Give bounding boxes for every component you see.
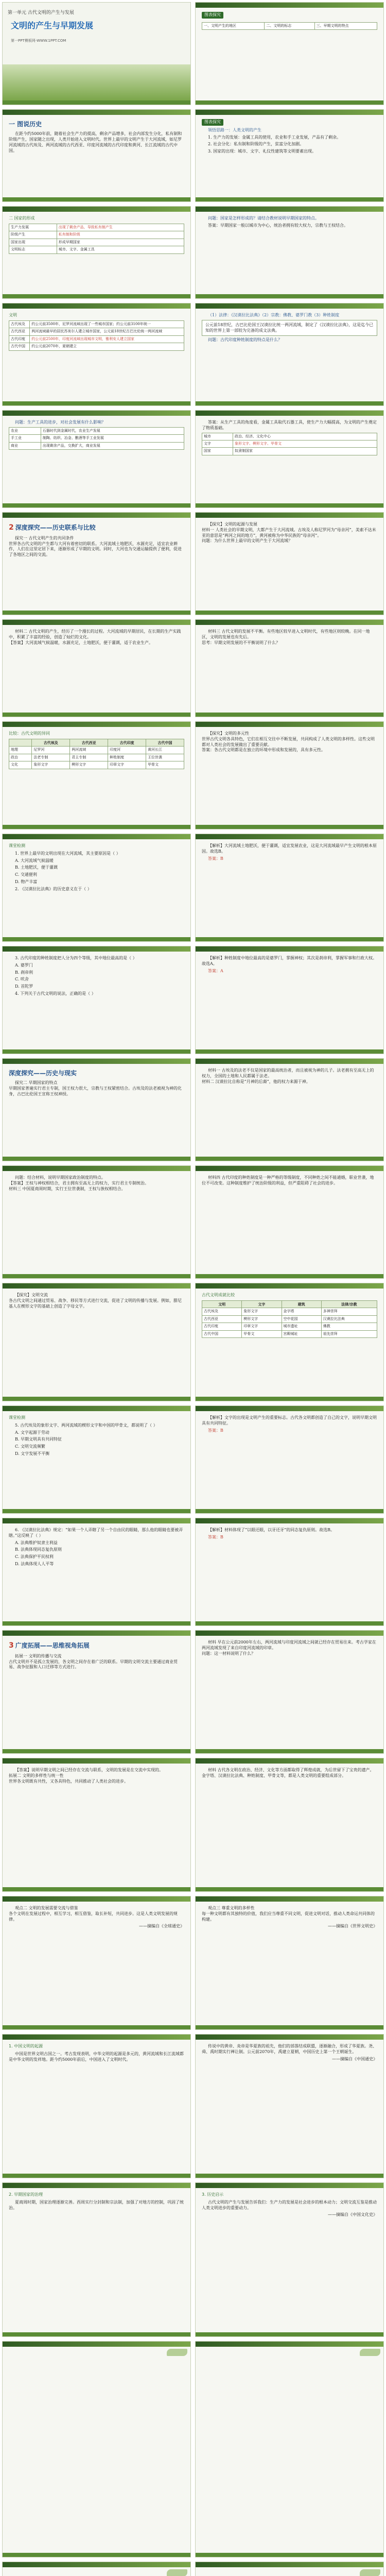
slide-material-2 (2, 619, 191, 717)
section-heading: 3 广度拓展——思维视角拓展 (9, 1641, 90, 1650)
body-text: 材料 早在公元前2000年左右，两河流域与印度河流域之间就已经存在贸易往来。考古学家在两河流域发现了来自印度河流域的印章。 问题：这一材料说明了什么？ (202, 1640, 376, 1656)
slide-quiz-1 (2, 834, 191, 942)
slide-subtitle: 3. 历史启示 (202, 2192, 224, 2197)
body-text: 材料一 古埃及的法老不仅是国家的最高统治者，而且被视为神的儿子。法老拥有至高无上的权力，全国的土地和人民都属于法老。 材料二 汉谟拉比自称是“月神的后裔”，他的权力来源于神。 (202, 1068, 374, 1084)
body-text: 夏商周时期，国家治理逐渐完善。西周实行分封制和宗法制，加强了对地方的控制，巩固了统治。 (9, 2199, 184, 2210)
question-text: 6. 《汉谟拉比法典》规定：“如果一个人弄瞎了另一个自由民的眼睛，那么他的眼睛也要被弄瞎。”这反映了（ ） (9, 1528, 183, 1538)
source-text: ——摘编自《世界文明史》 (328, 1924, 377, 1929)
option: D. 首陀罗 (15, 984, 33, 989)
body-text: 古代文明的产生与发展告诉我们：生产力的发展是社会进步的根本动力；文明交流互鉴是推动人类文明进步的重要动力。 (202, 2199, 377, 2210)
slide-title (2, 2, 191, 105)
slide-blank-decor (195, 2562, 384, 2576)
slide-tools-answer (195, 410, 384, 508)
slide-viewpoint-3 (195, 1896, 384, 2030)
body-text: 【探究】文明交流 各古代文明之间通过贸易、战争、移民等方式进行交流，促进了文明的传播与发展。例如，腓尼基人在楔形文字的基础上创造了字母文字。 (9, 1293, 182, 1309)
section-heading: 2 深度探究——历史联系与比较 (9, 523, 96, 532)
analysis-text: 【解析】文字的出现是文明产生的重要标志。古代各文明都创造了自己的文字，说明早期文明具有共同特征。 (202, 1415, 377, 1426)
slide-governance (2, 2182, 191, 2337)
slide-expand-2 (2, 1758, 191, 1892)
slide-quiz-4-answer (195, 1518, 384, 1626)
slide-overview (2, 109, 191, 202)
line-text: 2. 社会分化：私有制和阶级的产生，贫富分化加剧。 (208, 142, 304, 147)
body-text: 答案：从生产工具的角度看，金属工具取代石器工具，使生产力大幅提高，为文明的产生奠定了物质基础。 (202, 420, 377, 430)
option: D. 物产丰富 (15, 879, 38, 884)
line-text: 1. 生产力的发展：金属工具的使用，农业和手工业发展，产品有了剩余。 (208, 134, 341, 140)
slide-subtitle: 1. 中国文明的起源 (9, 2044, 43, 2048)
body-text: 探究二 早期国家的特点 早期国家普遍实行君主专制，国王权力很大，宗教与王权紧密结合。古埃及的法老被视为神的化身，古巴比伦国王宣称王权神授。 (9, 1080, 182, 1096)
slide-civilizations-table (2, 303, 191, 406)
body-text: 【答案】说明早期文明之间已经存在交流与联系，文明的发展是在交流中实现的。 拓展二 文明的多样性与统一性 世界各文明既有共性，又各具特色，共同推动了人类社会的进步。 (9, 1768, 163, 1784)
slide-blank-decor (195, 2341, 384, 2557)
option: B. 土地肥沃，便于灌溉 (15, 865, 58, 870)
option: A. 法典维护奴隶主利益 (15, 1540, 58, 1545)
question-text: 3. 古代印度的种姓制度把人分为四个等级，其中地位最高的是（ ） (15, 956, 137, 960)
body-text: 【探究】文明的多元性 世界古代文明各具特色，它们在相互交往中不断发展，共同构成了人类文明的多样性。这些文明都对人类社会的发展做出了重要贡献。 答案：各古代文明都是在独立的环境中形成和发展的，具有多元性。 (202, 731, 375, 753)
analysis-text: 【解析】材料体现了“以眼还眼，以牙还牙”的同态复仇原则。故选B。 (208, 1528, 335, 1532)
slide-diversity (195, 721, 384, 829)
question-text: 2. 《汉谟拉比法典》的历史意义在于（ ） (15, 886, 92, 891)
answer-text: 答案：A (208, 968, 223, 973)
nav-table (202, 22, 377, 30)
slide-political-system (2, 1165, 191, 1279)
line-text: 3. 国家的出现：城市、文字、礼仪性建筑等文明要素出现。 (208, 149, 317, 154)
lesson-title: 文明的产生与早期发展 (11, 21, 94, 31)
question-text: 问题：古代印度种姓制度的特点是什么？ (208, 337, 282, 343)
slide-materials (195, 1058, 384, 1161)
option: B. 法典体现同态复仇原则 (15, 1547, 62, 1552)
slide-trade-material (195, 1630, 384, 1754)
compare-table: 古代埃及 古代西亚 古代印度 古代中国 地理 尼罗河 两河流域 印度河 黄河长江 政治 法老专制 君主专制 种姓制度 王位世袭 文化 象形文字 楔形文字 印章文字 甲骨文 (9, 739, 184, 769)
info-table: 生产力发展 出现了剩余产品，导致私有制产生 阶级产生 私有制和阶级 国家出现 形成早期国家 文明标志 城市、文字、金属工具 (9, 224, 184, 254)
slide-china-origin (2, 2034, 191, 2178)
option: B. 早期文明具有共同特征 (15, 1437, 62, 1442)
body-text: 拓展一 文明的传播与交流 古代文明并不是孤立发展的，各文明之间存在着广泛的联系。早期的文明交流主要通过商业贸易、战争征服和人口迁移等方式进行。 (9, 1653, 178, 1670)
info-table: 农业 石器时代到金属时代，农业生产发展 手工业 制陶、纺织、冶金、酿酒等手工业发展 商业 出现剩余产品，交换扩大，商业发展 (9, 427, 184, 450)
slide-heritage (195, 1758, 384, 1892)
leaf-decoration (360, 2349, 380, 2356)
body-text: 材料三 古代文明的发展不平衡。有些地区较早进入文明时代，有些地区则较晚。在同一地区，文明的发展也有先后。 思考：早期文明发展的不平衡说明了什么？ (202, 629, 370, 645)
slide-exchange (2, 1283, 191, 1401)
slide-subtitle: 二 国家的形成 (9, 216, 35, 221)
slide-deep-explore-2 (2, 1058, 191, 1161)
option: D. 文字发展不平衡 (15, 1451, 50, 1456)
option: C. 吠舍 (15, 977, 29, 982)
option: C. 文明交流频繁 (15, 1444, 45, 1449)
slide-qa (195, 206, 384, 299)
achievements-table: 文明 文字 建筑 法律/宗教 古代埃及 象形文字 金字塔 多神崇拜 古代西亚 楔形文字 空中花园 汉谟拉比法典 古代印度 印章文字 城市遗址 佛教 古代中国 甲骨文 宫殿城址 祖先崇拜 (202, 1300, 377, 1338)
slide-quiz-4 (2, 1518, 191, 1626)
leaf-decoration (167, 2569, 187, 2576)
slide-achievements-table (195, 1283, 384, 1401)
slide-subtitle: 比较：古代文明的异同 (9, 731, 50, 736)
body-text: 中国是世界文明古国之一。考古发现表明，中华文明的起源是多元的，黄河流域和长江流域都是中华文明的发祥地。距今约5000年前后，中国进入了文明时代。 (9, 2051, 184, 2062)
question-text: 问题：生产工具的进步，对社会发展有什么影响？ (15, 420, 106, 425)
section-heading: 深度探究——历史与现实 (9, 1070, 77, 1077)
option: C. 交通便利 (15, 872, 37, 877)
body-text: 观点二 文明的发展需要交流与借鉴 各个文明在发展过程中，相互学习，相互借鉴，取长补短，共同进步。这是人类文明发展的规律。 (9, 1906, 178, 1922)
nav-item: 一、文明产生的地区 (202, 22, 265, 29)
answer-text: 答案：B (208, 1428, 223, 1433)
slide-subtitle: 2. 早期国家的治理 (9, 2192, 43, 2197)
section-heading: 一 图说历史 (9, 121, 42, 128)
slide-deep-explore (2, 512, 191, 615)
slide-subtitle: 古代文明成就比较 (202, 1293, 235, 1297)
slide-nav (195, 2, 384, 105)
section-tag: 图表探究 (202, 119, 223, 126)
slide-caste (195, 1165, 384, 1279)
slide-blank-decor (2, 2341, 191, 2557)
source-text: ——摘编自《中国文化史》 (328, 2212, 377, 2217)
slide-blank-decor (2, 2562, 191, 2576)
template-url: 第一PPT模板网-WWW.1PPT.COM (11, 38, 66, 43)
body-text: 探究一 古代文明产生的共同条件 世界各古代文明的产生都与大河有着密切的联系。大河流域土地肥沃，水源充足，适宜农业耕作，人们在这里定居下来，逐渐形成了早期的文明。同时，大河也为交通运输提供了便利，促进了各地区之间的交流。 (9, 535, 182, 557)
slide-subtitle: 文明 (9, 313, 17, 317)
analysis-text: 【解析】大河流域土地肥沃，便于灌溉，适宜发展农业，这是大河流域最早产生文明的根本原因。故选B。 (202, 843, 377, 854)
slide-viewpoint-2 (2, 1896, 191, 2030)
green-band-decoration (3, 64, 190, 100)
slide-quiz-2-answer (195, 946, 384, 1054)
info-box: 公元前18世纪，古巴比伦国王汉谟拉比统一两河流域，制定了《汉谟拉比法典》，这是迄今已知的世界上第一部较为完备的成文法典。 (202, 320, 377, 336)
info-table: 城市 政治、经济、文化中心 文字 象形文字、楔形文字、甲骨文 国家 奴隶制国家 (202, 433, 377, 455)
slide-quiz-2 (2, 946, 191, 1054)
slide-explore-question (195, 512, 384, 615)
slide-quiz-3 (2, 1405, 191, 1514)
slide-xia-dynasty (195, 2034, 384, 2178)
answer-text: 答案：B (208, 1534, 223, 1539)
question-text: 问题：国家是怎样形成的？请结合教材说明早期国家的特点。 (208, 216, 319, 221)
slide-compare-table (2, 721, 191, 829)
answer-text: 答案：B (208, 856, 223, 861)
civilizations-table: 古代埃及 约公元前3500年，尼罗河流域出现了一些城市国家；约公元前3100年统一 古代西亚 两河流域最早的居民苏美尔人建立城市国家，公元前18世纪古巴比伦统一两河流域 古代印度 约公元前2500年，印度河流域出现城市文明，雅利安人建立国家 古代中国 约公元前2070年，夏朝建立 (9, 320, 184, 351)
slide-material-3 (195, 619, 384, 717)
unit-label: 第一单元 古代文明的产生与发展 (8, 10, 74, 15)
line-text: 领悟思路一：人类文明的产生 (208, 127, 261, 132)
leaf-decoration (360, 2569, 380, 2576)
body-text: 材料 古代各文明在政治、经济、文化等方面都取得了辉煌成就，为后世留下了宝贵的遗产。金字塔、汉谟拉比法典、种姓制度、甲骨文等，都是人类文明的重要组成部分。 (202, 1768, 374, 1778)
slide-thinking (195, 109, 384, 202)
body-text: 材料二 古代文明的产生，经历了一个漫长的过程。大河流域的早期居民，在长期的生产实践中，积累了丰富的经验，创造了灿烂的文化。 【答案】大河流域气候温暖，水源充足，土地肥沃，便于灌溉，适于农业生产。 (9, 629, 181, 645)
nav-item: 三、早期文明的特点 (314, 22, 377, 29)
question-text: 5. 古代埃及的象形文字、两河流域的楔形文字和中国的甲骨文，都说明了（ ） (15, 1422, 157, 1428)
option: C. 法典保护平民权利 (15, 1554, 54, 1560)
option: D. 法典体现人人平等 (15, 1561, 54, 1566)
source-text: ——摘编自《中国通史》 (332, 2056, 377, 2061)
option: A. 大河流域气候温暖 (15, 858, 54, 863)
answer-text: 答案：早期国家一般以城市为中心，统治者拥有较大权力，宗教与王权结合。 (208, 223, 348, 228)
slide-state-formation (2, 206, 191, 299)
slide-subtitle: 课堂检测 (9, 843, 25, 848)
body-text: 【探究】文明的起源与发展 材料一 人类社会的早期文明，大都产生于大河流域。古埃及人称尼罗河为“母亲河”，美索不达米亚的意思是“两河之间的地方”，黄河被称为中华民族的“母亲河”。 问题：为什么世界上最早的文明产生于大河流域？ (202, 522, 376, 544)
question-text: 4. 下列关于古代文明的说法，正确的是（ ） (15, 991, 96, 996)
body-text: 问题：结合材料，说明早期国家政治制度的特点。 【答案】王权与神权相结合，君主拥有至高无上的权力，实行君主专制统治。 材料三 中国夏商周时期，实行王位世袭制，王权与族权相结合。 (9, 1175, 149, 1191)
body-text: 观点三 尊重文明的多样性 每一种文明都有其独特的价值，我们应当尊重不同文明，促进文明对话，推动人类命运共同体的构建。 (202, 1906, 375, 1922)
analysis-text: 【解析】种姓制度中地位最高的是婆罗门，掌握神权；其次是刹帝利，掌握军事和行政大权。故选A。 (202, 956, 377, 966)
body-text: 在距今约5000年前，随着社会生产力的提高，剩余产品增多，社会内部发生分化，私有制和阶级产生，国家随之出现，人类开始进入文明时代。世界上最早的文明产生于大河流域，如尼罗河流域的古代埃及、两河流域的古代西亚、印度河流域的古代印度和黄河、长江流域的古代中国。 (9, 131, 182, 153)
option: A. 婆罗门 (15, 962, 33, 968)
leaf-decoration (167, 2349, 187, 2356)
option: B. 刹帝利 (15, 970, 33, 975)
slide-subtitle: 课堂检测 (9, 1415, 25, 1420)
line-text: （1）法律：《汉谟拉比法典》（2）宗教：佛教、婆罗门教（3）种姓制度 (208, 313, 340, 317)
question-text: 1. 世界上最早的文明出现在大河流域，其主要原因是（ ） (15, 851, 120, 856)
slide-tools (2, 410, 191, 508)
slide-insight (195, 2182, 384, 2337)
slide-breadth (2, 1630, 191, 1754)
section-tag: 图表探究 (202, 12, 223, 19)
body-text: 传说中的黄帝、炎帝是华夏族的祖先，他们的部落结成联盟，逐渐融合，形成了华夏族。尧、舜、禹时期实行禅让制。公元前2070年，禹建立夏朝，中国历史上第一个王朝诞生。 (202, 2044, 377, 2054)
slide-quiz-3-answer (195, 1405, 384, 1514)
slide-law (195, 303, 384, 406)
option: A. 文字起源于劳动 (15, 1430, 49, 1435)
source-text: ——摘编自《全球通史》 (139, 1924, 184, 1929)
body-text: 材料四 古代印度的种姓制度是一种严格的等级制度，不同种姓之间不能通婚，职业世袭，地位不可改变。这种制度维护了统治阶级的利益，但严重阻碍了社会的进步。 (202, 1175, 374, 1185)
nav-item: 二、文明的标志 (265, 22, 314, 29)
slide-quiz-1-answer (195, 834, 384, 942)
